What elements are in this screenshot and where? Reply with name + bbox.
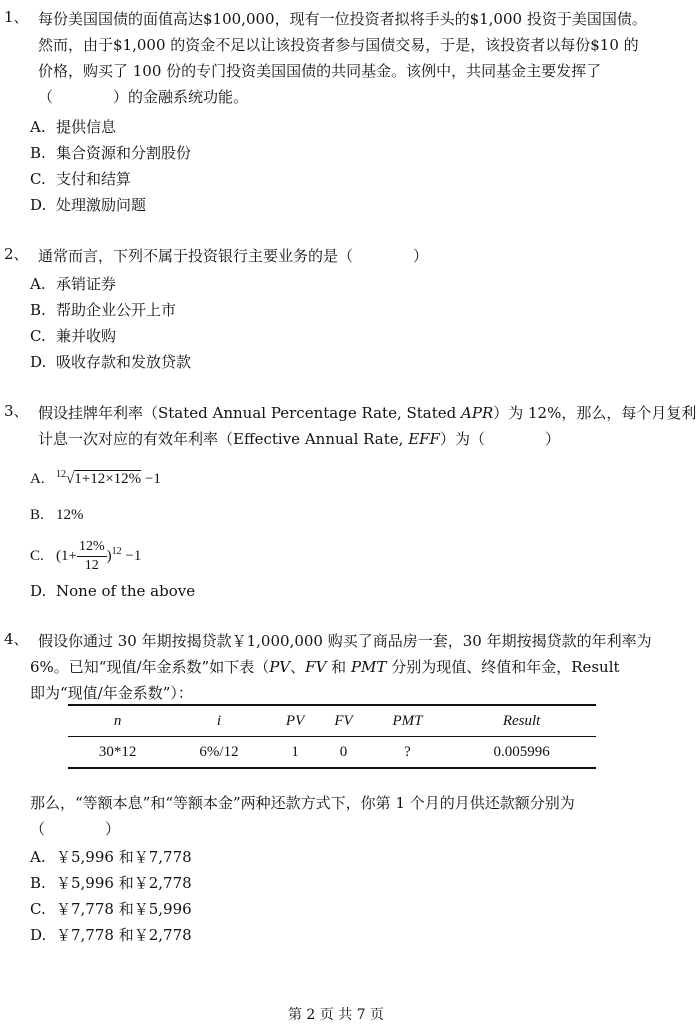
radical-sign: √ xyxy=(66,471,75,487)
option-label: B. xyxy=(30,507,44,523)
question-2-option-d[interactable] xyxy=(30,349,191,375)
table-header: n xyxy=(68,705,167,737)
option-text: 兼并收购 xyxy=(56,327,117,345)
option-label: D. xyxy=(30,582,47,600)
option-label: B. xyxy=(30,301,46,319)
question-4-option-d[interactable] xyxy=(30,922,192,948)
pv-annuity-table xyxy=(68,704,596,769)
option-text: ￥7,778 和￥5,996 xyxy=(56,900,192,918)
question-1-option-b[interactable] xyxy=(30,140,191,166)
table-header-row xyxy=(68,705,596,737)
q3-apr: APR xyxy=(461,404,494,422)
option-label: C. xyxy=(30,327,46,345)
option-label: D. xyxy=(30,353,47,371)
question-4-option-a[interactable] xyxy=(30,844,192,870)
option-label: A. xyxy=(30,275,46,293)
option-text: 处理激励问题 xyxy=(56,196,147,214)
option-c-tail: −1 xyxy=(121,548,142,564)
question-1-number: 1、 xyxy=(4,8,29,26)
table-header: PV xyxy=(271,705,319,737)
question-2-option-c[interactable] xyxy=(30,323,116,349)
fraction-numerator: 12% xyxy=(77,538,107,557)
option-label: C. xyxy=(30,170,46,188)
option-text: 提供信息 xyxy=(56,118,117,136)
option-text: 帮助企业公开上市 xyxy=(56,301,177,319)
option-label: D. xyxy=(30,196,47,214)
question-3-number: 3、 xyxy=(4,402,29,420)
exponent: 12 xyxy=(111,546,122,557)
page-footer: 第 2 页 共 7 页 xyxy=(287,1007,385,1023)
q3-line2-a: 计息一次对应的有效年利率（Effective Annual Rate, xyxy=(38,430,409,448)
table-header: i xyxy=(167,705,271,737)
option-a-tail: −1 xyxy=(141,471,161,487)
question-2-stem: 通常而言，下列不属于投资银行主要业务的是（ ） xyxy=(38,247,429,265)
option-text: 支付和结算 xyxy=(56,170,132,188)
question-4-line-2 xyxy=(30,654,620,680)
option-c-pre: (1+ xyxy=(56,548,77,564)
question-4-after-1: 那么，“等额本息”和“等额本金”两种还款方式下，你第 1 个月的月供还款额分别为 xyxy=(30,794,575,812)
question-4-option-c[interactable] xyxy=(30,896,192,922)
table-cell: ? xyxy=(368,737,447,769)
question-4-line-3: 即为“现值/年金系数”）： xyxy=(30,684,193,702)
root-index: 12 xyxy=(56,469,66,480)
option-label: A. xyxy=(30,471,45,487)
q4-and: 和 xyxy=(326,658,351,676)
question-3-line-1 xyxy=(38,400,696,426)
option-text: 吸收存款和发放贷款 xyxy=(56,353,192,371)
q3-line2-b: ）为（ ） xyxy=(439,430,560,448)
question-3-option-a[interactable] xyxy=(30,462,161,492)
question-2-number: 2、 xyxy=(4,245,29,263)
table-row xyxy=(68,737,596,769)
option-label: C. xyxy=(30,900,46,918)
q4-pv: PV xyxy=(269,658,291,676)
table-cell: 1 xyxy=(271,737,319,769)
option-label: D. xyxy=(30,926,47,944)
radicand: 1+12×12% xyxy=(74,471,142,487)
question-3-line-2 xyxy=(38,426,560,452)
question-4-line-1: 假设你通过 30 年期按揭贷款￥1,000,000 购买了商品房一套，30 年期按揭贷款的年利率为 xyxy=(38,632,652,650)
option-c-post: ) xyxy=(106,548,112,564)
q4-line2-a: 6%。已知“现值/年金系数”如下表（ xyxy=(30,658,270,676)
question-3-option-c[interactable] xyxy=(30,532,141,576)
table-cell: 30*12 xyxy=(68,737,167,769)
q4-sep: 、 xyxy=(290,658,306,676)
question-1-line-2: 然而，由于$1,000 的资金不足以让该投资者参与国债交易，于是，该投资者以每份$10 的 xyxy=(38,36,639,54)
question-1-option-d[interactable] xyxy=(30,192,146,218)
option-label: B. xyxy=(30,874,46,892)
question-1-option-c[interactable] xyxy=(30,166,131,192)
table-header: Result xyxy=(447,705,596,737)
question-2-option-a[interactable] xyxy=(30,271,116,297)
q3-line1-a: 假设挂牌年利率（Stated Annual Percentage Rate, Stated xyxy=(38,404,462,422)
option-text: None of the above xyxy=(56,582,196,600)
option-text: ￥5,996 和￥7,778 xyxy=(56,848,192,866)
question-4-option-b[interactable] xyxy=(30,870,192,896)
table-header: FV xyxy=(319,705,367,737)
option-label: A. xyxy=(30,118,46,136)
q3-line1-b: ）为 12%，那么，每个月复利 xyxy=(493,404,696,422)
option-label: A. xyxy=(30,848,46,866)
table-header: PMT xyxy=(368,705,447,737)
option-label: C. xyxy=(30,548,44,564)
question-3-option-d[interactable] xyxy=(30,578,195,604)
table-cell: 0.005996 xyxy=(447,737,596,769)
q4-pmt: PMT xyxy=(350,658,387,676)
question-1-line-3: 价格，购买了 100 份的专门投资美国国债的共同基金。该例中，共同基金主要发挥了 xyxy=(38,62,602,80)
question-2-option-b[interactable] xyxy=(30,297,176,323)
question-4-after-2: （ ） xyxy=(30,820,121,838)
table-cell: 6%/12 xyxy=(167,737,271,769)
option-text: 承销证券 xyxy=(56,275,117,293)
question-1-line-4: （ ）的金融系统功能。 xyxy=(38,88,249,106)
fraction xyxy=(77,538,107,575)
table-cell: 0 xyxy=(319,737,367,769)
q3-eff: EFF xyxy=(408,430,440,448)
question-1-option-a[interactable] xyxy=(30,114,116,140)
question-3-option-b[interactable] xyxy=(30,502,84,528)
question-4-number: 4、 xyxy=(4,630,29,648)
q4-fv: FV xyxy=(305,658,327,676)
option-text: 集合资源和分割股份 xyxy=(56,144,192,162)
option-text: ￥5,996 和￥2,778 xyxy=(56,874,192,892)
q4-line2-b: 分别为现值、终值和年金，Result xyxy=(386,658,620,676)
question-1-line-1: 每份美国国债的面值高达$100,000，现有一位投资者拟将手头的$1,000 投资于美国国债。 xyxy=(38,10,647,28)
fraction-denominator: 12 xyxy=(84,558,99,574)
option-text: 12% xyxy=(56,507,84,523)
option-text: ￥7,778 和￥2,778 xyxy=(56,926,192,944)
option-label: B. xyxy=(30,144,46,162)
